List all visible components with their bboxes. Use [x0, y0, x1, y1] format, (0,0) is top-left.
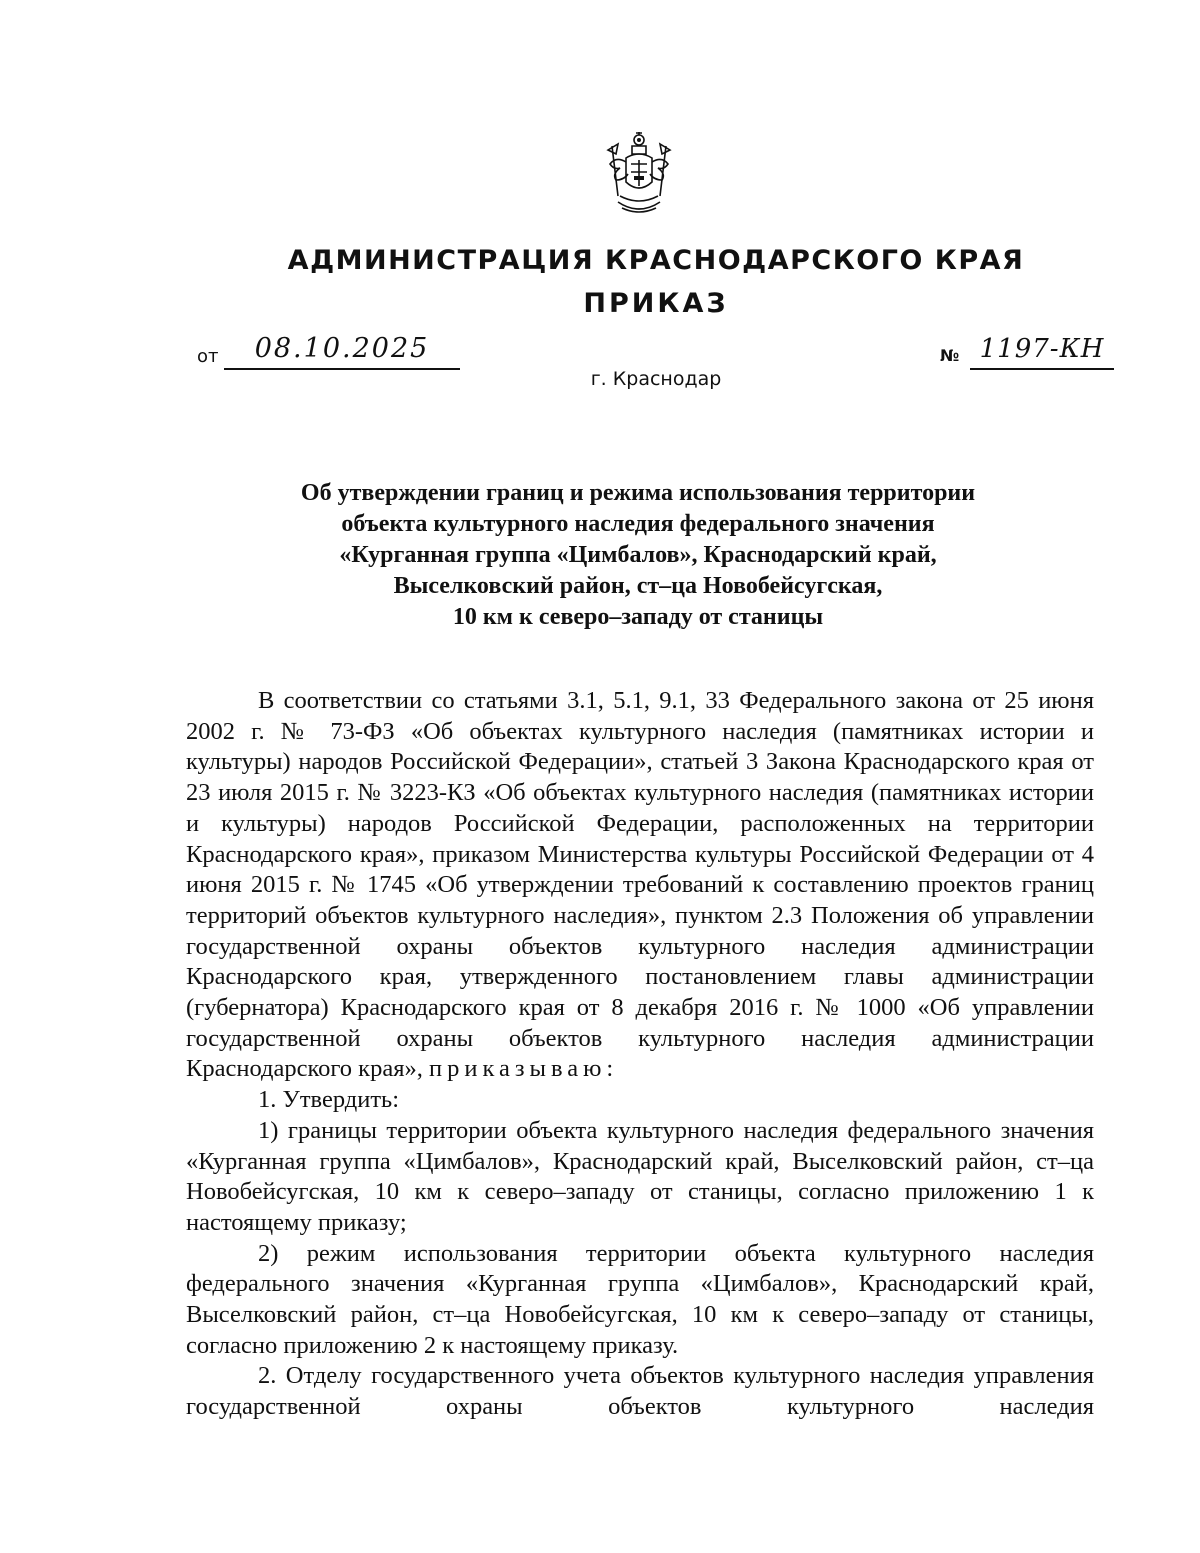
document-type: ПРИКАЗ [583, 288, 729, 319]
organization-name: АДМИНИСТРАЦИЯ КРАСНОДАРСКОГО КРАЯ [287, 245, 1025, 276]
preamble-paragraph [186, 686, 1094, 1085]
title-line: «Курганная группа «Цимбалов», Краснодарский край, [339, 542, 937, 568]
item-1-2: 2) режим использования территории объекта культурного наследия федерального значения «Курганная группа «Цимбалов», Краснодарский край, Выселковский район, ст–ца Новобейсугская, 10 км к северо–западу от станицы, согласно приложению 2 к настоящему приказу. [186, 1239, 1094, 1359]
title-line: 10 км к северо–западу от станицы [452, 604, 824, 630]
title-line: Об утверждении границ и режима использования территории [300, 480, 976, 506]
number-label: № [940, 346, 960, 365]
city-name: г. Краснодар [590, 368, 722, 390]
handwritten-date: 08.10.2025 [224, 330, 460, 370]
item-2: 2. Отделу государственного учета объектов культурного наследия управления государственной охраны объектов культурного наследия [186, 1362, 1094, 1421]
handwritten-number: 1197-КН [970, 330, 1114, 370]
title-line: Выселковский район, ст–ца Новобейсугская, [393, 573, 883, 599]
item-1: 1. Утвердить: [258, 1086, 400, 1114]
order-word: приказываю: [428, 1055, 619, 1083]
coat-of-arms-emblem [604, 132, 674, 218]
item-1-1: 1) границы территории объекта культурного наследия федерального значения «Курганная группа «Цимбалов», Краснодарский край, Выселковский район, ст–ца Новобейсугская, 10 км к северо–западу от станицы, согласно приложению 1 к настоящему приказу; [186, 1116, 1094, 1236]
document-body [186, 686, 1094, 1423]
title-line: объекта культурного наследия федерального значения [341, 511, 935, 537]
date-label: от [197, 346, 219, 367]
document-title [0, 478, 1200, 633]
preamble-text: В соответствии со статьями 3.1, 5.1, 9.1, 33 Федерального закона от 25 июня 2002 г. № 73-ФЗ «Об объектах культурного наследия (памятниках истории и культуры) народов Российской Федерации», статьей 3 Закона Краснодарского края от 23 июля 2015 г. № 3223-КЗ «Об объектах культурного наследия (памятниках истории и культуры) народов Российской Федерации, расположенных на территории Краснодарского края», приказом Министерства культуры Российской Федерации от 4 июня 2015 г. № 1745 «Об утверждении требований к составлению проектов границ территорий объектов культурного наследия», пунктом 2.3 Положения об управлении государственной охраны объектов культурного наследия администрации Краснодарского края, утвержденного постановлением главы администрации (губернатора) Краснодарского края от 8 декабря 2016 г. № 1000 «Об управлении государственной охраны объектов культурного наследия администрации Краснодарского края», [186, 687, 1094, 1083]
